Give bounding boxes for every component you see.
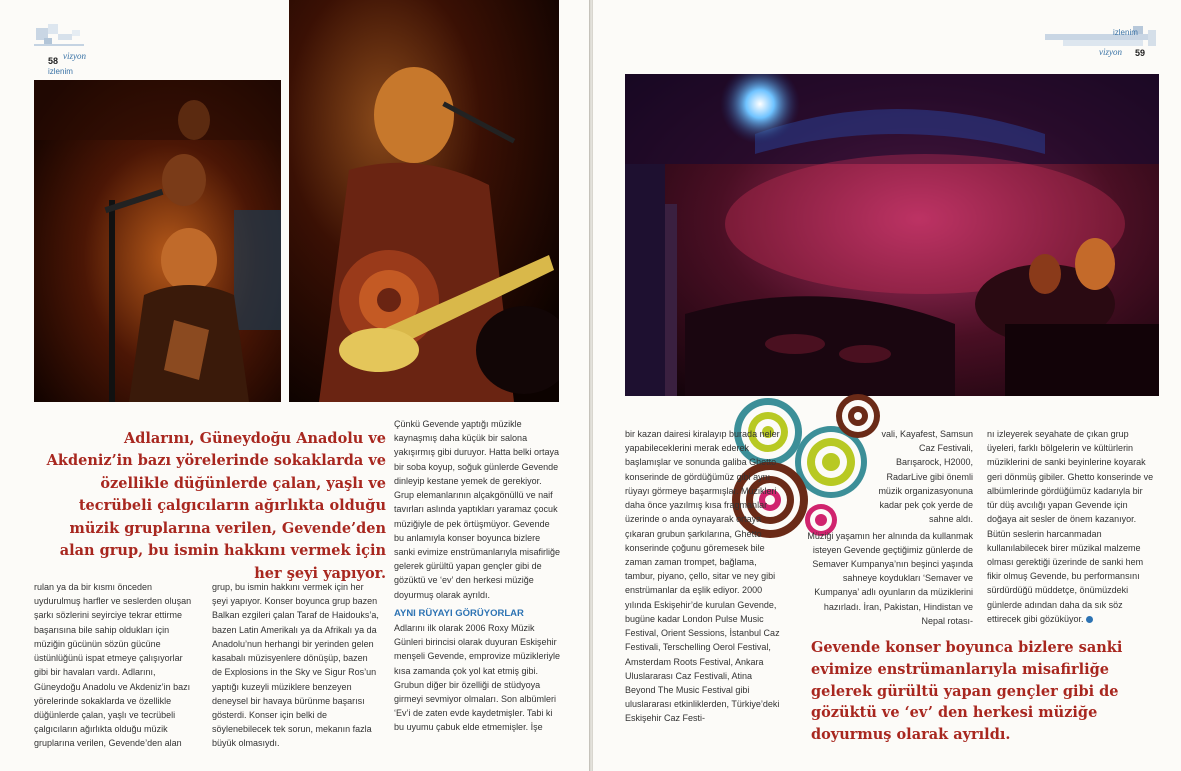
end-mark-icon bbox=[1086, 616, 1093, 623]
concert-photo-bass-player bbox=[289, 0, 559, 402]
subsection-label: izlenim bbox=[48, 67, 73, 76]
section-label: vizyon bbox=[63, 51, 86, 61]
pull-quote-right: Gevende konser boyunca bizlere sanki evimize enstrümanlarıyla misafirliğe gelerek gürültü yapan gençler gibi de gözüktü ve ‘ev’ den herkesi müziğe doyurmuş olarak ayrıldı. bbox=[811, 639, 1123, 743]
paragraph: grup, bu ismin hakkını vermek için her şeyi yapıyor. Konser boyunca grup bazen Balkan ezgileri çalan Taraf de Haidouks’a, bazen Latin Amerikalı ya da Afrikalı ya da Anadolu’nun herhangi bir yerinden gelen kasabalı müzisyenlere dönüşüp, bazen de Explosions in the Sky ve Sigur Ros’un yaptığı kuzeyli müziklere benzeyen deneysel bir havaya bürünme başarısı gösterdi. Konser için belki de söylenebilecek tek sorun, mekanın fazla büyük olmasıydı. bbox=[212, 582, 379, 749]
article-column-2 bbox=[805, 427, 973, 628]
article-column-1 bbox=[34, 580, 197, 751]
subsection-label: izlenim bbox=[1113, 28, 1138, 37]
paragraph: Çünkü Gevende yaptığı müzikle kaynaşmış daha küçük bir salona yakışırmış gibi duruyor. Hatta belki ortaya bir soba koyup, soğuk günlerde Gevende dinleyip kestane yemek de gerekiyor. Grup elemanlarının alçakgönüllü ve naif tavırları aslında yaptıkları yaramaz çocuk müziğiyle de pek örtüşmüyor. Gevende bu anlamıyla konser boyunca bizlere sanki evimize enstrümanlarıyla misafirliğe gelerek gürültü yapan gençler gibi de gözüktü ve ‘ev’ den herkesi müziğe doyurmuş olarak ayrıldı. bbox=[394, 419, 561, 600]
article-column-3 bbox=[394, 417, 562, 735]
page-number: 59 bbox=[1135, 48, 1146, 58]
pull-quote-left: Adlarını, Güneydoğu Anadolu ve Akdeniz’in bazı yörelerinde sokaklarda ve özellikle düğünlerde çalan, yaşlı ve tecrübeli çalgıcıların ağırlıkta olduğu müzik gruplarına verilen, Gevende’den alan grup, bu ismin hakkını vermek için her şeyi yapıyor. bbox=[46, 430, 386, 582]
paragraph: bir kazan dairesi kiralayıp burada neler yapabileceklerini merak ederek başlamışlar ve sonunda galiba Ghetto konserinde de gördüğümüz gibi aynı rüyayı görmeye başarmışlar. Müzikleri daha önce yazılmış kısa fragmanlar üzerinde o anda oynayarak ortaya çıkaran grubun şarkılarına, Ghetto konserinde çoğunu göremesek bile zaman zaman trompet, bağlama, tambur, piyano, çello, sitar ve ney gibi enstrümanlar da eşlik ediyor. 2000 yılında Eskişehir’de kurulan Gevende, bugüne kadar London Pulse Music Festival, Orient Sessions, İstanbul Caz Festivali, Terschelling Oerol Festival, Amsterdam Roots Festival, Ankara Uluslararası Caz Festivali, Atina Beyond The Music Festival gibi uluslararası etkinliklerden, Türkiye’deki Eskişehir Caz Festi- bbox=[625, 429, 780, 724]
article-column-1 bbox=[625, 427, 785, 726]
concert-photo-venue-stage bbox=[625, 74, 1159, 396]
paragraph: Müziği yaşamın her alnında da kullanmak isteyen Gevende geçtiğimiz günlerde de Semaver Kumpanya’nın beşinci yaşında sahneye koydukları ‘Semaver ve Kumpanya’ adlı oyunların da müziklerini hazırladı. İran, Pakistan, Hindistan ve Nepal rotası- bbox=[807, 530, 973, 626]
paragraph: Adlarını ilk olarak 2006 Roxy Müzik Günleri birincisi olarak duyuran Eskişehir menşeli Gevende, emprovize müzikleriyle kısa zamanda çok yol kat etmiş gibi. Grubun diğer bir özelliği de stüdyoya girmeyi sevmiyor olmaları. Son albümleri ‘Ev’i de zaten evde kaydetmişler. Tabi ki bu uyumu çabuk elde etmemişler. İşe bbox=[394, 622, 561, 733]
section-label: vizyon bbox=[1099, 47, 1122, 57]
article-column-2 bbox=[212, 580, 380, 751]
section-subhead: AYNI RÜYAYI GÖRÜYORLAR bbox=[394, 607, 524, 619]
right-page bbox=[593, 0, 1181, 771]
concert-photo-singer-guitarist bbox=[34, 80, 281, 402]
article-column-3 bbox=[987, 427, 1155, 626]
left-page bbox=[0, 0, 590, 771]
paragraph: nı izleyerek seyahate de çıkan grup üyeleri, farklı bölgelerin ve kültürlerin müziklerini de sanki beyinlerine koyarak geri dönmüş gibiler. Ghetto konserinde ve albümlerinde gördüğümüz kadarıyla bir tür düş avcılığı yapan Gevende için doğaya ait sesler de önem kazanıyor. Bütün seslerin harcanmadan kullanılabilecek birer müzikal malzeme olması gerektiği üzerinde de sanki hem fikir olmuş Gevende, bu performansını sürdürdüğü müddetçe, önümüzdeki günlerde adından daha da sık söz ettirecek gibi gözüküyor. bbox=[987, 429, 1154, 624]
page-number: 58 bbox=[48, 56, 59, 66]
paragraph: vali, Kayafest, Samsun Caz Festivali, Barışarock, H2000, RadarLive gibi önemli müzik organizasyonuna kadar pek çok yerde de sahne aldı. bbox=[878, 429, 973, 525]
paragraph: rulan ya da bir kısmı önceden uydurulmuş harfler ve seslerden oluşan şarkı sözlerini seyirciye tekrar ettirme başarısına bile sahip oldukları için müziğin gücünün sözün gücüne üstünlüğünü ispat etmeye çalışıyorlar gibi bir havaları vardı. Adlarını, Güneydoğu Anadolu ve Akdeniz’in bazı yörelerinde sokaklarda ve özellikle düğünlerde çalan, yaşlı ve tecrübeli çalgıcıların ağırlıkta olduğu müzik gruplarına verilen, Gevende’den alan bbox=[34, 582, 192, 749]
